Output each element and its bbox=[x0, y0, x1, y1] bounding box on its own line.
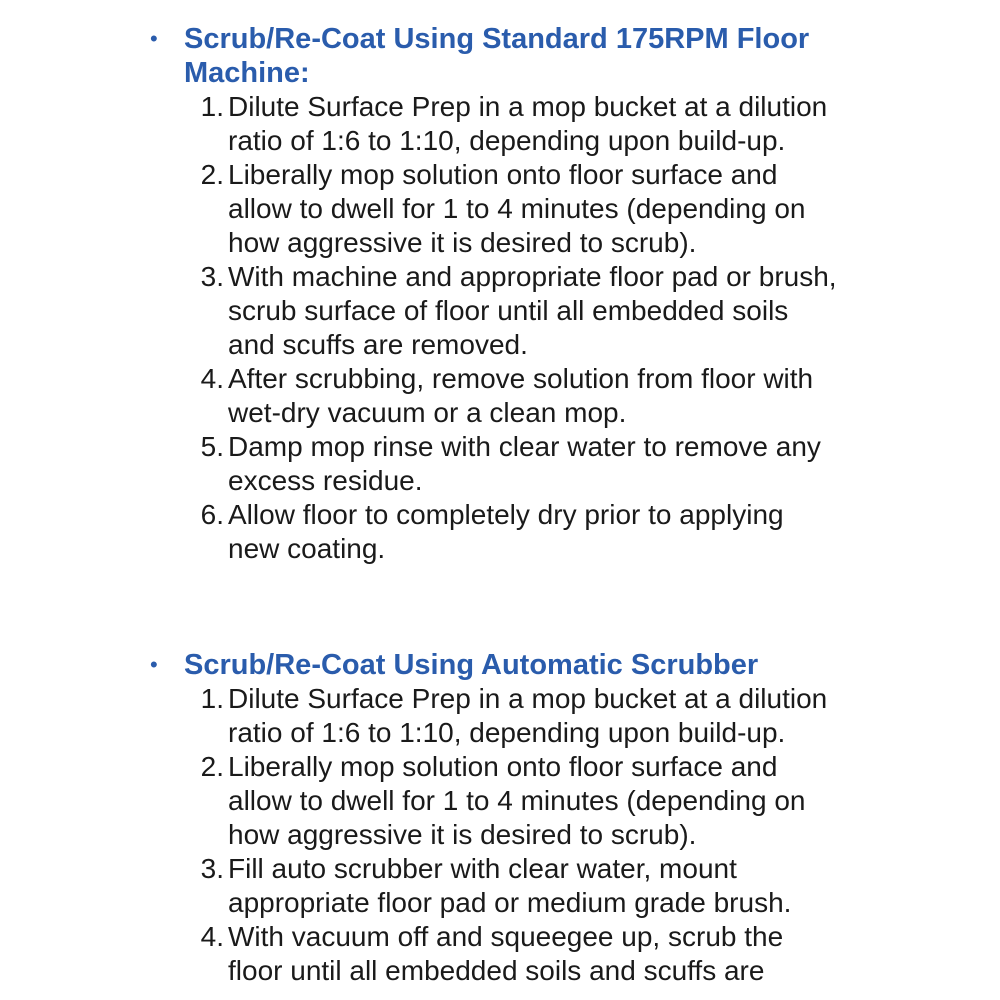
step-number: 1. bbox=[200, 683, 224, 714]
step-text: Liberally mop solution onto floor surface and allow to dwell for 1 to 4 minutes (depending on how aggressive it is desired to scrub). bbox=[228, 159, 806, 258]
step-text: With machine and appropriate floor pad or brush, scrub surface of floor until all embedded soils and scuffs are removed. bbox=[228, 261, 837, 360]
step-text: With vacuum off and squeegee up, scrub the floor until all embedded soils and scuffs are bbox=[228, 921, 784, 986]
step-text: Allow floor to completely dry prior to applying new coating. bbox=[228, 499, 784, 564]
step-text: Damp mop rinse with clear water to remove any excess residue. bbox=[228, 431, 821, 496]
list-item bbox=[150, 682, 838, 750]
list-item bbox=[150, 852, 838, 920]
section-heading: Scrub/Re-Coat Using Automatic Scrubber bbox=[184, 649, 759, 681]
bullet-marker: • bbox=[150, 26, 158, 51]
step-number: 4. bbox=[200, 921, 224, 952]
step-text: Liberally mop solution onto floor surface and allow to dwell for 1 to 4 minutes (depending on how aggressive it is desired to scrub). bbox=[228, 751, 806, 850]
list-item bbox=[150, 90, 838, 158]
step-number: 5. bbox=[200, 431, 224, 462]
section-heading: Scrub/Re-Coat Using Standard 175RPM Floor Machine: bbox=[184, 23, 810, 89]
step-number: 1. bbox=[200, 91, 224, 122]
list-item bbox=[150, 750, 838, 852]
step-list bbox=[150, 90, 850, 566]
section-automatic-scrubber bbox=[150, 648, 850, 988]
step-text: Dilute Surface Prep in a mop bucket at a dilution ratio of 1:6 to 1:10, depending upon build-up. bbox=[228, 91, 828, 156]
list-item bbox=[150, 430, 838, 498]
step-number: 4. bbox=[200, 363, 224, 394]
step-number: 2. bbox=[200, 751, 224, 782]
step-number: 3. bbox=[200, 853, 224, 884]
step-number: 2. bbox=[200, 159, 224, 190]
step-list bbox=[150, 682, 850, 988]
step-text: Fill auto scrubber with clear water, mount appropriate floor pad or medium grade brush. bbox=[228, 853, 792, 918]
step-text: Dilute Surface Prep in a mop bucket at a dilution ratio of 1:6 to 1:10, depending upon build-up. bbox=[228, 683, 828, 748]
section-175rpm-machine bbox=[150, 22, 850, 566]
list-item bbox=[150, 920, 838, 988]
list-item bbox=[150, 158, 838, 260]
step-text: After scrubbing, remove solution from floor with wet-dry vacuum or a clean mop. bbox=[228, 363, 814, 428]
step-number: 6. bbox=[200, 499, 224, 530]
bullet-marker: • bbox=[150, 652, 158, 677]
list-item bbox=[150, 498, 838, 566]
list-item bbox=[150, 362, 838, 430]
list-item bbox=[150, 260, 838, 362]
step-number: 3. bbox=[200, 261, 224, 292]
